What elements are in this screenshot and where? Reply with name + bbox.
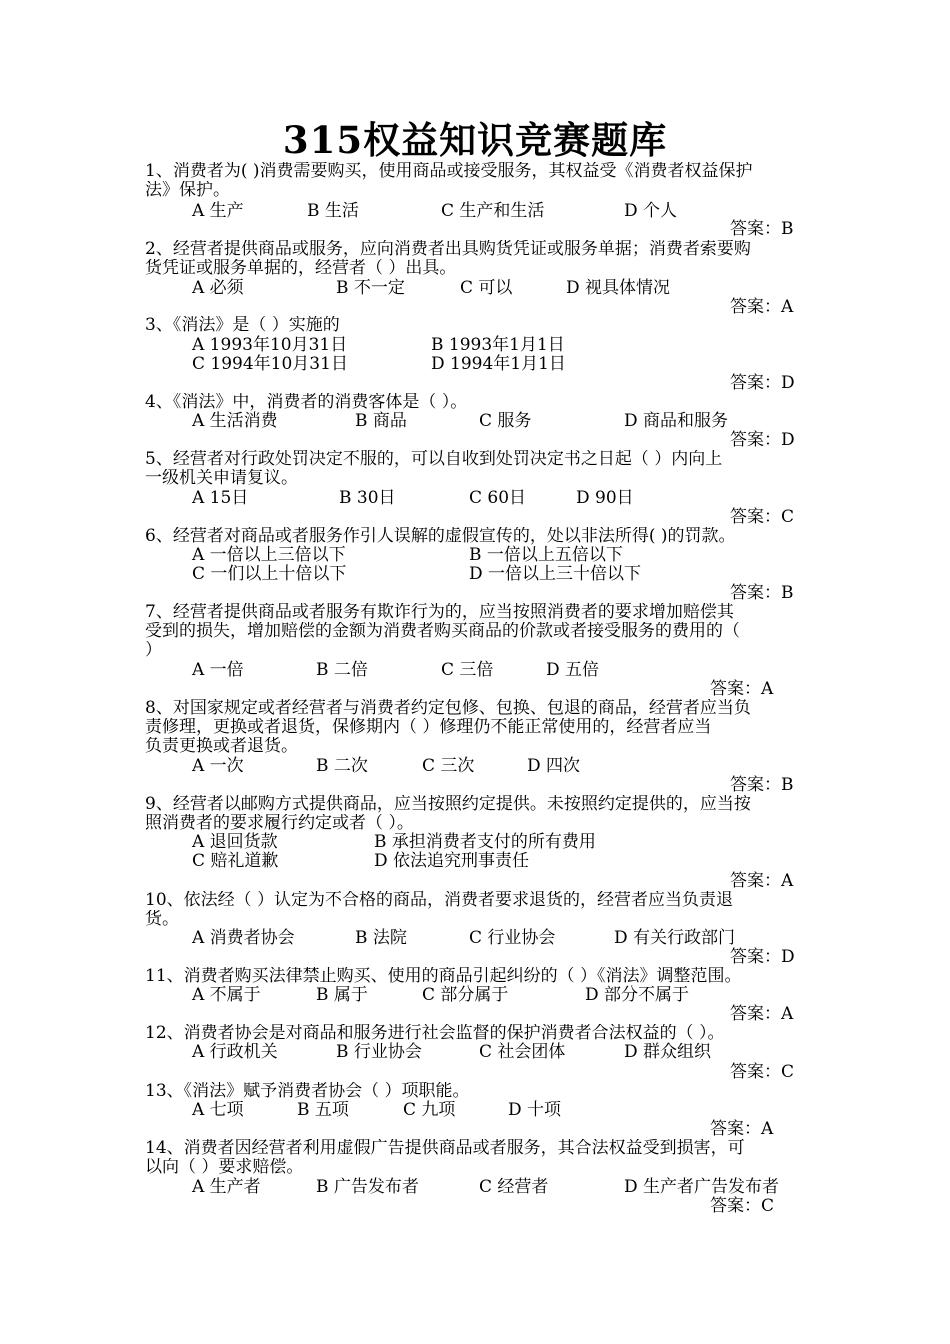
question-1-option-b: B 生活 xyxy=(307,201,359,221)
question-4-line-1: 4、《消法》中，消费者的消费客体是（ ）。 xyxy=(145,393,468,412)
question-8-option-a: A 一次 xyxy=(192,756,244,776)
question-6-option-d: D 一倍以上三十倍以下 xyxy=(469,564,642,584)
question-9-option-b: B 承担消费者支付的所有费用 xyxy=(374,832,596,852)
question-7-option-a: A 一倍 xyxy=(192,660,244,680)
question-1-option-c: C 生产和生活 xyxy=(441,201,545,221)
question-2-option-a: A 必须 xyxy=(192,278,244,298)
question-11-option-d: D 部分不属于 xyxy=(585,985,690,1005)
question-8-option-b: B 二次 xyxy=(316,756,368,776)
question-14-option-c: C 经营者 xyxy=(479,1177,549,1197)
question-7-option-d: D 五倍 xyxy=(546,660,600,680)
question-14-option-a: A 生产者 xyxy=(192,1177,261,1197)
question-11-answer: 答案：A xyxy=(730,1004,794,1024)
question-11-option-c: C 部分属于 xyxy=(422,985,509,1005)
question-5-option-b: B 30日 xyxy=(339,488,396,508)
question-13-option-c: C 九项 xyxy=(403,1100,456,1120)
question-7-answer: 答案：A xyxy=(710,679,774,699)
question-5-answer: 答案：C xyxy=(730,507,795,527)
question-7-line-3: ） xyxy=(145,641,162,660)
question-13-option-a: A 七项 xyxy=(192,1100,244,1120)
question-13-option-b: B 五项 xyxy=(297,1100,349,1120)
question-9-option-a: A 退回货款 xyxy=(192,832,278,852)
question-10-line-2: 货。 xyxy=(145,910,179,929)
question-8-line-2: 责修理，更换或者退货，保修期内（ ）修理仍不能正常使用的，经营者应当 xyxy=(145,718,712,737)
question-2-option-b: B 不一定 xyxy=(336,278,405,298)
question-1-option-a: A 生产 xyxy=(192,201,244,221)
question-10-answer: 答案：D xyxy=(730,947,795,967)
question-2-answer: 答案：A xyxy=(730,297,794,317)
question-8-line-3: 负责更换或者退货。 xyxy=(145,737,298,756)
question-2-option-d: D 视具体情况 xyxy=(566,278,671,298)
question-11-option-b: B 属于 xyxy=(316,985,368,1005)
question-5-option-c: C 60日 xyxy=(469,488,527,508)
question-9-option-d: D 依法追究刑事责任 xyxy=(374,851,530,871)
question-6-option-b: B 一倍以上五倍以下 xyxy=(469,545,623,565)
question-14-answer: 答案：C xyxy=(710,1196,775,1216)
question-13-answer: 答案：A xyxy=(710,1119,774,1139)
question-2-option-c: C 可以 xyxy=(460,278,513,298)
question-6-option-a: A 一倍以上三倍以下 xyxy=(192,545,346,565)
question-3-answer: 答案：D xyxy=(730,373,795,393)
question-7-line-2: 受到的损失，增加赔偿的金额为消费者购买商品的价款或者接受服务的费用的（ xyxy=(145,622,740,641)
question-10-line-1: 10、依法经（ ）认定为不合格的商品，消费者要求退货的，经营者应当负责退 xyxy=(145,891,734,910)
question-10-option-d: D 有关行政部门 xyxy=(614,928,736,948)
question-3-option-c: C 1994年10月31日 xyxy=(192,354,348,374)
question-10-option-c: C 行业协会 xyxy=(469,928,556,948)
question-3-line-1: 3、《消法》是（ ）实施的 xyxy=(145,316,340,335)
question-9-option-c: C 赔礼道歉 xyxy=(192,851,279,871)
question-9-answer: 答案：A xyxy=(730,871,794,891)
question-12-option-d: D 群众组织 xyxy=(624,1042,712,1062)
question-6-answer: 答案：B xyxy=(730,583,794,603)
page-title: 315权益知识竞赛题库 xyxy=(282,118,668,162)
question-4-option-a: A 生活消费 xyxy=(192,411,278,431)
question-8-line-1: 8、对国家规定或者经营者与消费者约定包修、包换、包退的商品，经营者应当负 xyxy=(145,699,751,718)
question-4-option-b: B 商品 xyxy=(355,411,407,431)
question-4-answer: 答案：D xyxy=(730,430,795,450)
question-3-option-b: B 1993年1月1日 xyxy=(431,335,565,355)
question-12-option-c: C 社会团体 xyxy=(479,1042,566,1062)
question-1-answer: 答案：B xyxy=(730,219,794,239)
question-3-option-a: A 1993年10月31日 xyxy=(192,335,348,355)
question-2-line-2: 货凭证或服务单据的，经营者（ ）出具。 xyxy=(145,259,457,278)
question-7-line-1: 7、经营者提供商品或者服务有欺诈行为的，应当按照消费者的要求增加赔偿其 xyxy=(145,603,734,622)
question-9-line-2: 照消费者的要求履行约定或者（ ）。 xyxy=(145,814,414,833)
question-4-option-c: C 服务 xyxy=(479,411,532,431)
question-5-option-d: D 90日 xyxy=(576,488,634,508)
question-11-line-1: 11、消费者购买法律禁止购买、使用的商品引起纠纷的（ ）《消法》调整范围。 xyxy=(145,967,742,986)
question-10-option-a: A 消费者协会 xyxy=(192,928,295,948)
question-6-line-1: 6、经营者对商品或者服务作引人误解的虚假宣传的，处以非法所得( )的罚款。 xyxy=(145,527,736,546)
question-5-line-2: 一级机关申请复议。 xyxy=(145,469,298,488)
question-14-option-b: B 广告发布者 xyxy=(316,1177,419,1197)
question-1-line-1: 1、消费者为( )消费需要购买，使用商品或接受服务，其权益受《消费者权益保护 xyxy=(145,162,753,181)
question-12-option-a: A 行政机关 xyxy=(192,1042,278,1062)
question-6-option-c: C 一们以上十倍以下 xyxy=(192,564,347,584)
question-8-answer: 答案：B xyxy=(730,775,794,795)
question-13-option-d: D 十项 xyxy=(508,1100,562,1120)
question-10-option-b: B 法院 xyxy=(355,928,407,948)
question-4-option-d: D 商品和服务 xyxy=(624,411,729,431)
question-9-line-1: 9、经营者以邮购方式提供商品，应当按照约定提供。未按照约定提供的，应当按 xyxy=(145,795,751,814)
question-12-answer: 答案：C xyxy=(730,1062,795,1082)
question-5-option-a: A 15日 xyxy=(192,488,249,508)
question-3-option-d: D 1994年1月1日 xyxy=(431,354,566,374)
question-7-option-c: C 三倍 xyxy=(441,660,494,680)
question-7-option-b: B 二倍 xyxy=(316,660,368,680)
question-1-line-2: 法》保护。 xyxy=(145,181,230,200)
question-8-option-d: D 四次 xyxy=(527,756,581,776)
question-8-option-c: C 三次 xyxy=(422,756,475,776)
question-14-line-1: 14、消费者因经营者利用虚假广告提供商品或者服务，其合法权益受到损害，可 xyxy=(145,1139,745,1158)
question-1-option-d: D 个人 xyxy=(624,201,678,221)
question-5-line-1: 5、经营者对行政处罚决定不服的，可以自收到处罚决定书之日起（ ）内向上 xyxy=(145,450,723,469)
question-12-option-b: B 行业协会 xyxy=(336,1042,422,1062)
question-14-line-2: 以向（ ）要求赔偿。 xyxy=(145,1158,304,1177)
question-11-option-a: A 不属于 xyxy=(192,985,261,1005)
question-13-line-1: 13、《消法》赋予消费者协会（ ）项职能。 xyxy=(145,1082,470,1101)
question-2-line-1: 2、经营者提供商品或服务，应向消费者出具购货凭证或服务单据；消费者索要购 xyxy=(145,240,751,259)
question-12-line-1: 12、消费者协会是对商品和服务进行社会监督的保护消费者合法权益的（ ）。 xyxy=(145,1024,725,1043)
question-14-option-d: D 生产者广告发布者 xyxy=(624,1177,780,1197)
